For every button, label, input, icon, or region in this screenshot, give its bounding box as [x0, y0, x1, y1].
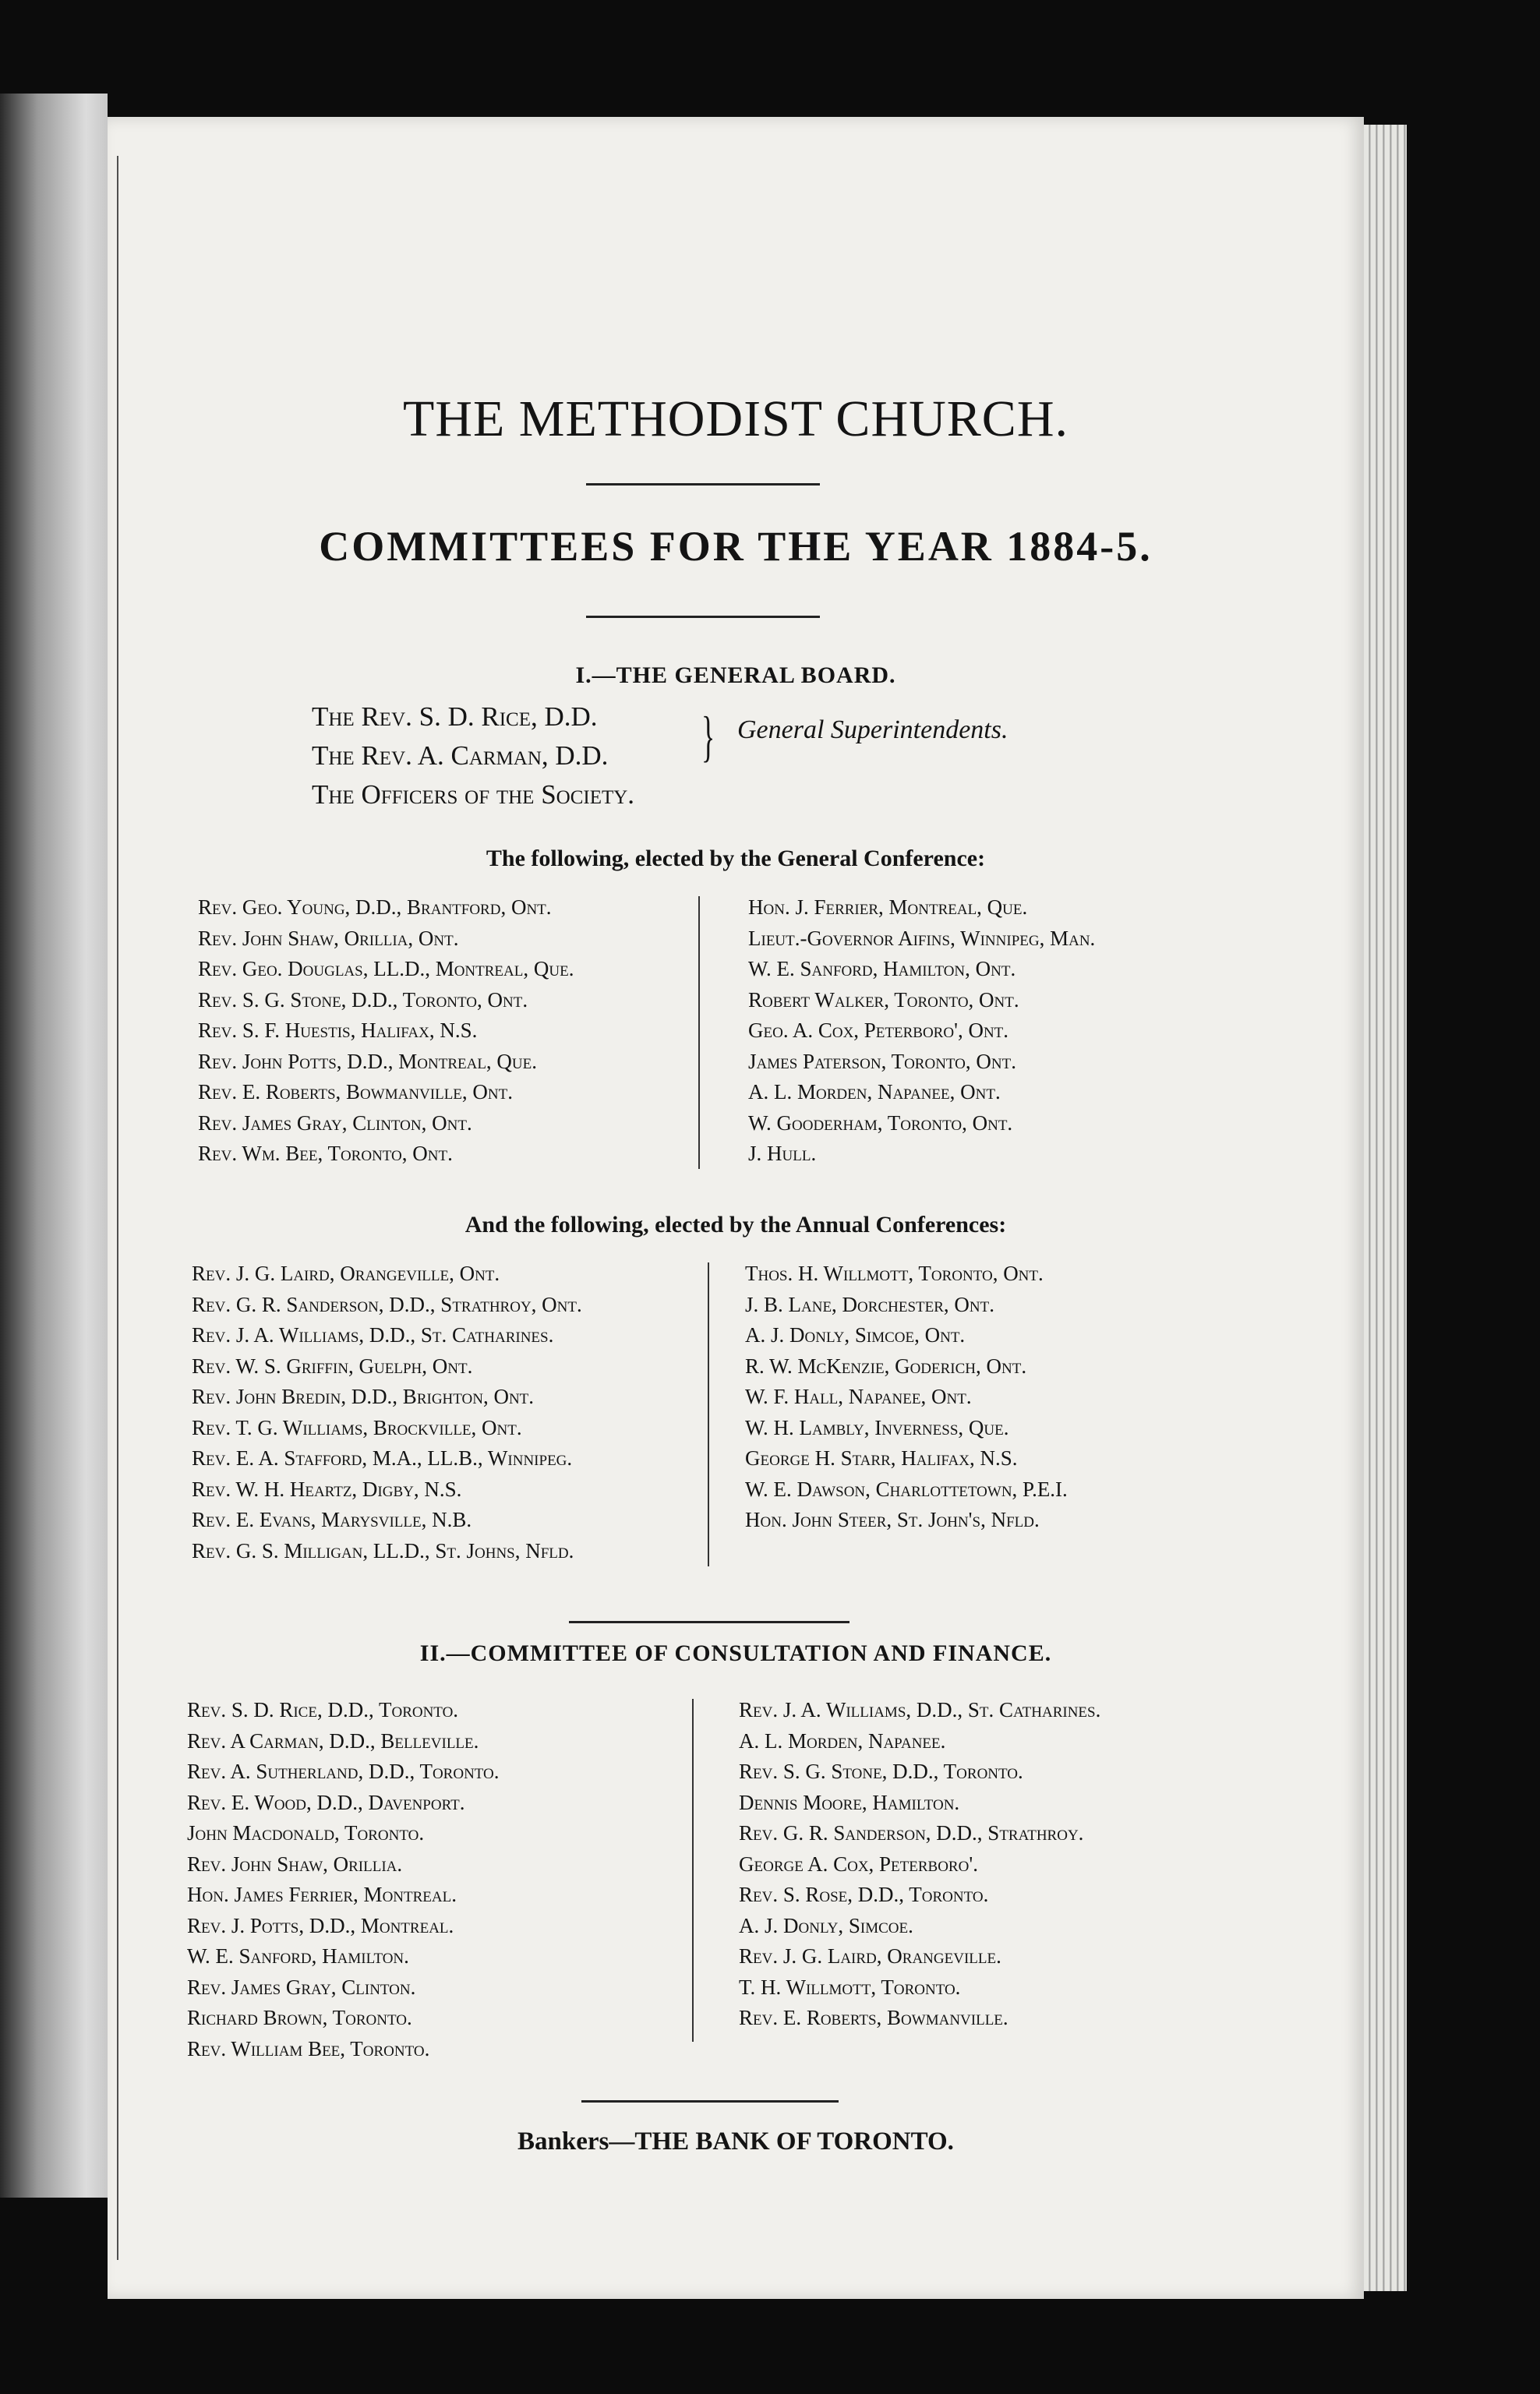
list-item: Rev. E. Wood, D.D., Davenport. [187, 1790, 465, 1814]
list-item: W. F. Hall, Napanee, Ont. [745, 1385, 972, 1408]
column-divider [698, 896, 700, 1169]
list-item: Lieut.-Governor Aifins, Winnipeg, Man. [748, 926, 1096, 950]
list-item: Hon. J. Ferrier, Montreal, Que. [748, 895, 1028, 919]
bankers-line: Bankers—THE BANK OF TORONTO. [517, 2127, 954, 2156]
list-item: Rev. James Gray, Clinton. [187, 1975, 416, 1999]
general-board-member: The Officers of the Society. [312, 779, 635, 810]
page-content [108, 117, 1364, 2299]
list-item: A. J. Donly, Simcoe. [739, 1913, 913, 1937]
list-item: Rev. S. F. Huestis, Halifax, N.S. [198, 1019, 478, 1042]
list-item: Rev. William Bee, Toronto. [187, 2036, 430, 2060]
general-board-member: The Rev. S. D. Rice, D.D. [312, 701, 598, 732]
list-item: Thos. H. Willmott, Toronto, Ont. [745, 1262, 1044, 1285]
scan-left-page-edge [0, 94, 108, 2198]
list-item: Rev. Geo. Young, D.D., Brantford, Ont. [198, 895, 552, 919]
list-item: A. L. Morden, Napanee. [739, 1728, 946, 1753]
list-item: Dennis Moore, Hamilton. [739, 1790, 960, 1814]
consultation-finance-right-column [739, 1695, 1100, 2034]
list-item: Rev. J. G. Laird, Orangeville. [739, 1944, 1001, 1968]
list-item: R. W. McKenzie, Goderich, Ont. [745, 1354, 1027, 1378]
list-item: Robert Walker, Toronto, Ont. [748, 987, 1019, 1012]
list-item: J. B. Lane, Dorchester, Ont. [745, 1292, 994, 1316]
consultation-finance-left-column [187, 1695, 500, 2064]
list-item: W. E. Dawson, Charlottetown, P.E.I. [745, 1477, 1068, 1501]
general-board-heading: I.—THE GENERAL BOARD. [575, 662, 896, 688]
list-item: T. H. Willmott, Toronto. [739, 1975, 961, 1999]
list-item: Rev. John Potts, D.D., Montreal, Que. [198, 1049, 538, 1073]
title-rule [586, 483, 820, 486]
list-item: Hon. James Ferrier, Montreal. [187, 1883, 457, 1906]
list-item: Rev. W. S. Griffin, Guelph, Ont. [192, 1354, 473, 1378]
list-item: Rev. Wm. Bee, Toronto, Ont. [198, 1142, 453, 1165]
list-item: W. H. Lambly, Inverness, Que. [745, 1415, 1009, 1439]
annual-conferences-right-column [745, 1259, 1068, 1536]
list-item: Rev. E. A. Stafford, M.A., LL.B., Winnipeg. [192, 1446, 573, 1470]
list-item: Rev. S. D. Rice, D.D., Toronto. [187, 1698, 459, 1721]
brace-glyph: } [701, 705, 715, 768]
general-board-role: General Superintendents. [737, 715, 1008, 744]
general-conference-left-column [198, 892, 574, 1170]
list-item: Rev. James Gray, Clinton, Ont. [198, 1110, 472, 1135]
general-conference-right-column [748, 892, 1095, 1170]
list-item: Rev. W. H. Heartz, Digby, N.S. [192, 1477, 462, 1501]
consultation-finance-heading: II.—COMMITTEE OF CONSULTATION AND FINANCE. [419, 1640, 1052, 1666]
general-conference-heading: The following, elected by the General Conference: [486, 846, 986, 871]
list-item: Rev. John Bredin, D.D., Brighton, Ont. [192, 1385, 535, 1408]
page-subtitle: COMMITTEES FOR THE YEAR 1884-5. [319, 523, 1153, 570]
list-item: Rev. John Shaw, Orillia. [187, 1852, 403, 1876]
list-item: Rev. G. R. Sanderson, D.D., Strathroy. [739, 1821, 1084, 1845]
list-item: Hon. John Steer, St. John's, Nfld. [745, 1508, 1040, 1531]
list-item: Rev. J. A. Williams, D.D., St. Catharines. [192, 1323, 554, 1347]
list-item: A. J. Donly, Simcoe, Ont. [745, 1323, 966, 1347]
annual-conferences-left-column [192, 1259, 582, 1566]
list-item: Rev. E. Roberts, Bowmanville. [739, 2006, 1008, 2029]
column-divider [708, 1262, 709, 1566]
list-item: Rev. Geo. Douglas, LL.D., Montreal, Que. [198, 957, 574, 980]
book-page-edges [1364, 125, 1407, 2291]
list-item: Rev. J. G. Laird, Orangeville, Ont. [192, 1262, 500, 1285]
list-item: Rev. J. Potts, D.D., Montreal. [187, 1913, 454, 1937]
list-item: W. E. Sanford, Hamilton, Ont. [748, 957, 1016, 980]
list-item: George H. Starr, Halifax, N.S. [745, 1446, 1018, 1470]
list-item: A. L. Morden, Napanee, Ont. [748, 1080, 1001, 1103]
list-item: Rev. J. A. Williams, D.D., St. Catharines. [739, 1698, 1101, 1721]
list-item: Rev. John Shaw, Orillia, Ont. [198, 926, 459, 950]
list-item: Rev. S. G. Stone, D.D., Toronto, Ont. [198, 987, 528, 1012]
general-board-members [312, 697, 634, 814]
page-title: THE METHODIST CHURCH. [403, 390, 1068, 447]
list-item: George A. Cox, Peterboro'. [739, 1852, 978, 1876]
annual-conferences-heading: And the following, elected by the Annual Conferences: [464, 1212, 1007, 1238]
list-item: James Paterson, Toronto, Ont. [748, 1049, 1016, 1073]
list-item: Rev. A. Sutherland, D.D., Toronto. [187, 1760, 500, 1783]
section-rule [569, 1621, 849, 1623]
list-item: Rev. G. R. Sanderson, D.D., Strathroy, Ont. [192, 1292, 582, 1316]
list-item: W. Gooderham, Toronto, Ont. [748, 1110, 1013, 1135]
general-board-member: The Rev. A. Carman, D.D. [312, 740, 609, 771]
list-item: Rev. A Carman, D.D., Belleville. [187, 1728, 479, 1753]
list-item: Rev. S. G. Stone, D.D., Toronto. [739, 1760, 1023, 1783]
list-item: John Macdonald, Toronto. [187, 1821, 425, 1845]
list-item: J. Hull. [748, 1142, 817, 1165]
list-item: Rev. E. Roberts, Bowmanville, Ont. [198, 1080, 513, 1103]
column-divider [692, 1699, 694, 2042]
list-item: Rev. T. G. Williams, Brockville, Ont. [192, 1415, 522, 1439]
list-item: Rev. E. Evans, Marysville, N.B. [192, 1508, 472, 1531]
list-item: Geo. A. Cox, Peterboro', Ont. [748, 1019, 1009, 1042]
list-item: Rev. G. S. Milligan, LL.D., St. Johns, Nfld. [192, 1538, 574, 1562]
footer-rule [581, 2100, 839, 2103]
list-item: Richard Brown, Toronto. [187, 2006, 412, 2029]
list-item: W. E. Sanford, Hamilton. [187, 1944, 409, 1968]
list-item: Rev. S. Rose, D.D., Toronto. [739, 1883, 989, 1906]
subtitle-rule [586, 616, 820, 618]
